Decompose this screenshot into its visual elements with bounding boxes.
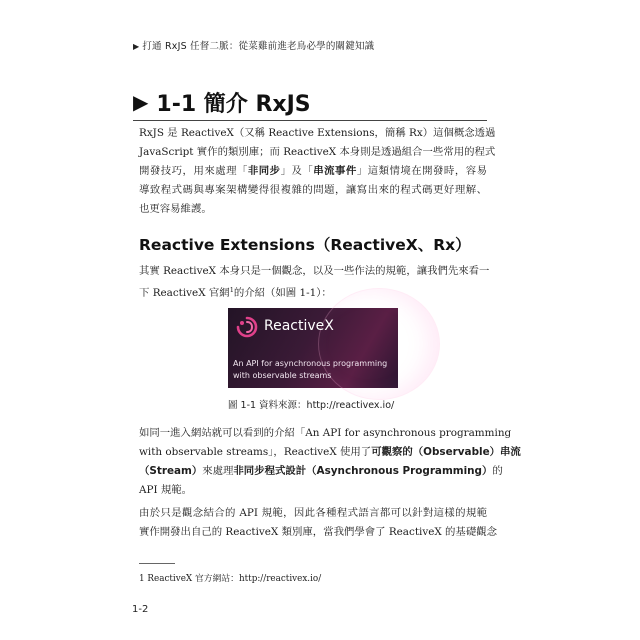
page-number: 1-2 [132, 604, 149, 615]
paragraph-3 [139, 424, 521, 500]
para3-line: （Stream）來處理非同步程式設計（Asynchronous Programming）的 [139, 465, 503, 477]
para2-line: 下 ReactiveX 官網$^1$的介紹（如圖 1-1）： [139, 286, 332, 299]
stream-emphasis: （Stream） [139, 465, 203, 477]
para2-line: 其實 ReactiveX 本身只是一個觀念，以及一些作法的規範，讓我們先來看一 [139, 265, 490, 277]
intro-line: 導致程式碼與專案架構變得很複雜的問題，讓寫出來的程式碼更好理解、 [139, 184, 487, 196]
paragraph-2 [139, 262, 490, 303]
running-header [133, 38, 374, 52]
figure-caption: 圖 1-1 資料來源：http://reactivex.io/ [228, 400, 395, 411]
intro-line: 開發技巧，用來處理「非同步」及「串流事件」這類情境在開發時，容易 [139, 165, 487, 177]
para4-line: 實作開發出自己的 ReactiveX 類別庫，當我們學會了 ReactiveX 的基礎觀念 [139, 526, 497, 538]
intro-line: JavaScript 實作的類別庫；而 ReactiveX 本身則是透過組合一些常用的程式 [139, 146, 496, 158]
reactivex-logo-icon [236, 316, 258, 338]
footnote: 1 ReactiveX 官方網站：http://reactivex.io/ [139, 574, 322, 584]
para3-line: API 規範。 [139, 484, 193, 496]
async-programming-emphasis: 非同步程式設計（Asynchronous Programming） [233, 465, 493, 477]
paragraph-4 [139, 504, 497, 542]
reactivex-figure-image [228, 308, 398, 388]
para4-line: 由於只是觀念結合的 API 規範，因此各種程式語言都可以針對這樣的規範 [139, 507, 487, 519]
intro-paragraph [139, 124, 496, 219]
play-triangle-icon: ▶ [133, 42, 140, 51]
intro-emphasis: 非同步 [247, 165, 281, 177]
observable-emphasis: 可觀察的（Observable）串流 [371, 446, 521, 458]
section-marker-icon: ▶ [133, 90, 149, 114]
figure-tagline-1: An API for asynchronous programming [233, 359, 388, 368]
para3-line: with observable streams」，ReactiveX 使用了可觀察的（Observable）串流 [139, 446, 521, 458]
figure-tagline-2: with observable streams [233, 371, 332, 380]
intro-line: RxJS 是 ReactiveX（又稱 Reactive Extensions，簡稱 Rx）這個概念透過 [139, 127, 496, 139]
intro-emphasis: 串流事件 [313, 165, 357, 177]
section-heading [133, 84, 487, 121]
footnote-divider [139, 563, 175, 564]
section-title: 1-1 簡介 RxJS [156, 91, 311, 117]
figure-brand: ReactiveX [264, 318, 334, 334]
background-swoosh [318, 288, 440, 400]
running-header-text: 打通 RxJS 任督二脈：從菜雞前進老鳥必學的關鍵知識 [142, 41, 375, 52]
intro-line: 也更容易維護。 [139, 203, 212, 215]
subheading: Reactive Extensions（ReactiveX、Rx） [139, 236, 471, 254]
para3-line: 如同一進入網站就可以看到的介紹「An API for asynchronous programming [139, 427, 512, 439]
footnote-ref: 1 [229, 286, 234, 294]
